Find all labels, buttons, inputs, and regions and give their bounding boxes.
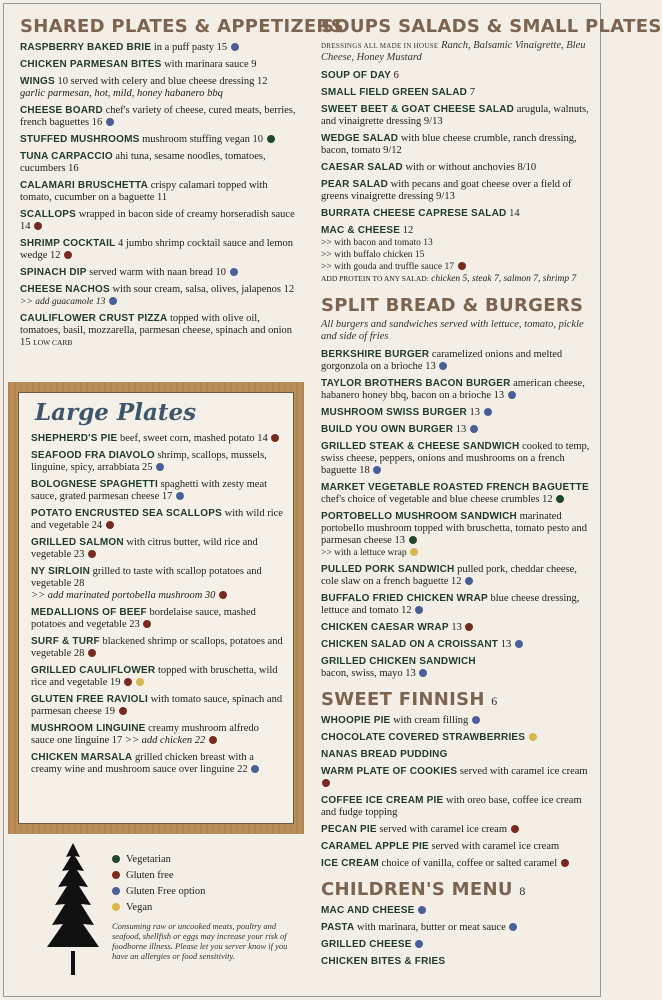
gluten-free-icon [88, 550, 96, 558]
menu-item: PASTA with marinara, butter or meat sauce [321, 922, 591, 934]
menu-item: PORTOBELLO MUSHROOM SANDWICH marinated portobello mushroom topped with bruschetta, tomato pesto and parmesan cheese 13 >> with a lettuce wrap [321, 511, 587, 558]
menu-item: MEDALLIONS OF BEEF bordelaise sauce, mashed potatoes and vegetable 23 [31, 607, 256, 630]
gluten-free-icon [143, 620, 151, 628]
menu-item: TAYLOR BROTHERS BACON BURGER american cheese, habanero honey bbq, bacon on a brioche 13 [321, 378, 585, 401]
menu-item: NY SIRLOIN grilled to taste with scallop potatoes and vegetable 28 >> add marinated portobella mushroom 30 [31, 566, 262, 601]
menu-item: CHICKEN BITES & FRIES [321, 956, 446, 967]
childrens-menu-title: CHILDREN'S MENU 8 [321, 879, 526, 900]
menu-item: CARAMEL APPLE PIE served with caramel ice cream [321, 841, 560, 852]
gluten-free-icon [219, 591, 227, 599]
menu-item: BOLOGNESE SPAGHETTI spaghetti with zesty meat sauce, grated parmesan cheese 17 [31, 479, 268, 502]
legend-vegetarian: Vegetarian [112, 852, 205, 868]
menu-item: BUFFALO FRIED CHICKEN WRAP blue cheese dressing, lettuce and tomato 12 [321, 593, 580, 616]
menu-item: MUSHROOM LINGUINE creamy mushroom alfredo sauce one linguine 17 >> add chicken 22 [31, 723, 259, 746]
menu-item: CAESAR SALAD with or without anchovies 8/10 [321, 162, 537, 173]
menu-item: WINGS 10 served with celery and blue cheese dressing 12 garlic parmesan, hot, mild, honey habanero bbq [20, 76, 268, 99]
menu-item: GRILLED SALMON with citrus butter, wild rice and vegetable 23 [31, 537, 258, 560]
gluten-free-option-icon [484, 408, 492, 416]
menu-item: MUSHROOM SWISS BURGER 13 [321, 407, 591, 419]
gluten-free-icon [124, 678, 132, 686]
menu-item: SOUP OF DAY 6 [321, 70, 399, 81]
gluten-free-icon [119, 707, 127, 715]
menu-item: CHICKEN MARSALA grilled chicken breast with a creamy wine and mushroom sauce over linguine 22 [31, 752, 283, 776]
gluten-free-icon [209, 736, 217, 744]
menu-item: GLUTEN FREE RAVIOLI with tomato sauce, spinach and parmesan cheese 19 [31, 694, 283, 717]
gluten-free-icon [64, 251, 72, 259]
burgers-note: All burgers and sandwiches served with lettuce, tomato, pickle and side of fries [321, 319, 584, 342]
menu-item: GRILLED CHEESE [321, 939, 591, 951]
gluten-free-option-icon [439, 362, 447, 370]
gluten-free-icon [561, 859, 569, 867]
soups-salads-title: SOUPS SALADS & SMALL PLATES [321, 16, 662, 37]
gluten-free-icon [271, 434, 279, 442]
low-carb-tag: LOW CARB [33, 338, 73, 347]
menu-item: PEAR SALAD with pecans and goat cheese over a field of greens vinaigrette dressing 9/13 [321, 179, 572, 202]
menu-item: GRILLED STEAK & CHEESE SANDWICH cooked to temp, swiss cheese, peppers, onions and mushrooms on a french baguette 18 [321, 441, 590, 476]
menu-item: CHICKEN PARMESAN BITES with marinara sauce 9 [20, 59, 257, 70]
menu-item: SCALLOPS wrapped in bacon side of creamy horseradish sauce 14 [20, 209, 295, 232]
menu-item: GRILLED CAULIFLOWER topped with bruschetta, wild rice and vegetable 19 [31, 665, 278, 688]
gluten-free-option-icon [415, 606, 423, 614]
vegan-icon [410, 548, 418, 556]
gluten-free-option-icon [508, 391, 516, 399]
vegan-icon [112, 903, 120, 911]
gluten-free-icon [465, 623, 473, 631]
menu-item: WARM PLATE OF COOKIES served with caramel ice cream [321, 766, 591, 790]
dressings-note: DRESSINGS ALL MADE IN HOUSE Ranch, Balsamic Vinaigrette, Bleu Cheese, Honey Mustard [321, 40, 586, 63]
large-plates-panel [8, 382, 304, 834]
menu-item: GRILLED CHICKEN SANDWICH bacon, swiss, mayo 13 [321, 656, 476, 679]
menu-item: STUFFED MUSHROOMS mushroom stuffing vegan 10 [20, 134, 298, 146]
gluten-free-option-icon [418, 906, 426, 914]
gluten-free-option-icon [373, 466, 381, 474]
gluten-free-option-icon [472, 716, 480, 724]
legend-vegan: Vegan [112, 900, 205, 916]
legend-gluten-free: Gluten free [112, 868, 205, 884]
menu-item: WHOOPIE PIE with cream filling [321, 715, 591, 727]
menu-item: MARKET VEGETABLE ROASTED FRENCH BAGUETTE chef's choice of vegetable and blue cheese crumbles 12 [321, 482, 589, 505]
gluten-free-icon [106, 521, 114, 529]
gluten-free-option-icon [470, 425, 478, 433]
burgers-title: SPLIT BREAD & BURGERS [321, 295, 584, 316]
menu-item: BURRATA CHEESE CAPRESE SALAD 14 [321, 208, 520, 219]
gluten-free-icon [34, 222, 42, 230]
gluten-free-option-icon [465, 577, 473, 585]
large-plates-inner [18, 392, 294, 824]
menu-item: BERKSHIRE BURGER caramelized onions and melted gorgonzola on a brioche 13 [321, 349, 563, 372]
menu-item: COFFEE ICE CREAM PIE with oreo base, coffee ice cream and fudge topping [321, 795, 582, 818]
gluten-free-option-icon [176, 492, 184, 500]
right-column [321, 16, 662, 973]
menu-item: MAC AND CHEESE [321, 905, 591, 917]
menu-item: SWEET BEET & GOAT CHEESE SALAD arugula, walnuts, and vinaigrette dressing 9/13 [321, 104, 589, 127]
sweet-finnish-title: SWEET FINNISH 6 [321, 689, 498, 710]
menu-item: ICE CREAM choice of vanilla, coffee or salted caramel [321, 858, 591, 870]
menu-item: CHICKEN SALAD ON A CROISSANT 13 [321, 639, 591, 651]
menu-item: CHEESE NACHOS with sour cream, salsa, olives, jalapenos 12 >> add guacamole 13 [20, 284, 295, 307]
pine-tree-icon [44, 843, 102, 975]
gluten-free-option-icon [231, 43, 239, 51]
gluten-free-option-icon [419, 669, 427, 677]
menu-item: WEDGE SALAD with blue cheese crumble, ranch dressing, bacon, tomato 9/12 [321, 133, 577, 156]
menu-item: SHRIMP COCKTAIL 4 jumbo shrimp cocktail sauce and lemon wedge 12 [20, 238, 294, 261]
gluten-free-option-icon [251, 765, 259, 773]
menu-item: CALAMARI BRUSCHETTA crispy calamari topped with tomato, cucumber on a baguette 11 [20, 180, 268, 203]
vegan-icon [529, 733, 537, 741]
mac-and-cheese-item: MAC & CHEESE 12 >> with bacon and tomato 13 >> with buffalo chicken 15 >> with gouda and truffle sauce 17 ADD PROTEIN TO ANY SALAD: chicken 5, steak 7, salmon 7, shrimp 7 [321, 225, 577, 284]
menu-item: SPINACH DIP served warm with naan bread 10 [20, 267, 298, 279]
menu-item: SEAFOOD FRA DIAVOLO shrimp, scallops, mussels, linguine, spicy, arrabbiata 25 [31, 450, 267, 473]
gluten-free-option-icon [106, 118, 114, 126]
dietary-legend [112, 852, 205, 916]
gluten-free-icon [458, 262, 466, 270]
menu-item: RASPBERRY BAKED BRIE in a puff pasty 15 [20, 42, 298, 54]
large-plates-title: Large Plates [35, 399, 197, 426]
gluten-free-option-icon [515, 640, 523, 648]
menu-item: CHOCOLATE COVERED STRAWBERRIES [321, 732, 591, 744]
gluten-free-option-icon [112, 887, 120, 895]
menu-item: SHEPHERD'S PIE beef, sweet corn, mashed potato 14 [31, 433, 283, 445]
menu-item: CAULIFLOWER CRUST PIZZA topped with olive oil, tomatoes, basil, mozzarella, parmesan cheese, spinach and onion 15 LOW CARB [20, 313, 293, 348]
menu-item: CHEESE BOARD chef's variety of cheese, cured meats, berries, french baguettes 16 [20, 105, 296, 128]
menu-item: SMALL FIELD GREEN SALAD 7 [321, 87, 475, 98]
vegetarian-icon [556, 495, 564, 503]
menu-item: SURF & TURF blackened shrimp or scallops, potatoes and vegetable 28 [31, 636, 283, 659]
menu-item: POTATO ENCRUSTED SEA SCALLOPS with wild rice and vegetable 24 [31, 508, 283, 531]
left-column [20, 16, 344, 354]
menu-item: PECAN PIE served with caramel ice cream [321, 824, 591, 836]
vegan-icon [136, 678, 144, 686]
menu-item: BUILD YOU OWN BURGER 13 [321, 424, 591, 436]
gluten-free-option-icon [509, 923, 517, 931]
vegetarian-icon [409, 536, 417, 544]
gluten-free-icon [511, 825, 519, 833]
gluten-free-icon [88, 649, 96, 657]
gluten-free-option-icon [230, 268, 238, 276]
vegetarian-icon [112, 855, 120, 863]
menu-item: PULLED PORK SANDWICH pulled pork, cheddar cheese, cole slaw on a french baguette 12 [321, 564, 577, 587]
shared-plates-title: SHARED PLATES & APPETIZERS [20, 16, 344, 37]
gluten-free-option-icon [415, 940, 423, 948]
gluten-free-icon [322, 779, 330, 787]
menu-item: NANAS BREAD PUDDING [321, 749, 448, 760]
vegetarian-icon [267, 135, 275, 143]
food-safety-disclaimer: Consuming raw or uncooked meats, poultry and seafood, shellfish or eggs may increase your risk of foodborne illness. Please let you server know if you have an allergies or food sensitivity. [112, 921, 288, 961]
gluten-free-option-icon [156, 463, 164, 471]
menu-item: TUNA CARPACCIO ahi tuna, sesame noodles, tomatoes, cucumbers 16 [20, 151, 266, 174]
menu-item: CHICKEN CAESAR WRAP 13 [321, 622, 591, 634]
gluten-free-icon [112, 871, 120, 879]
legend-gluten-free-option: Gluten Free option [112, 884, 205, 900]
gluten-free-option-icon [109, 297, 117, 305]
